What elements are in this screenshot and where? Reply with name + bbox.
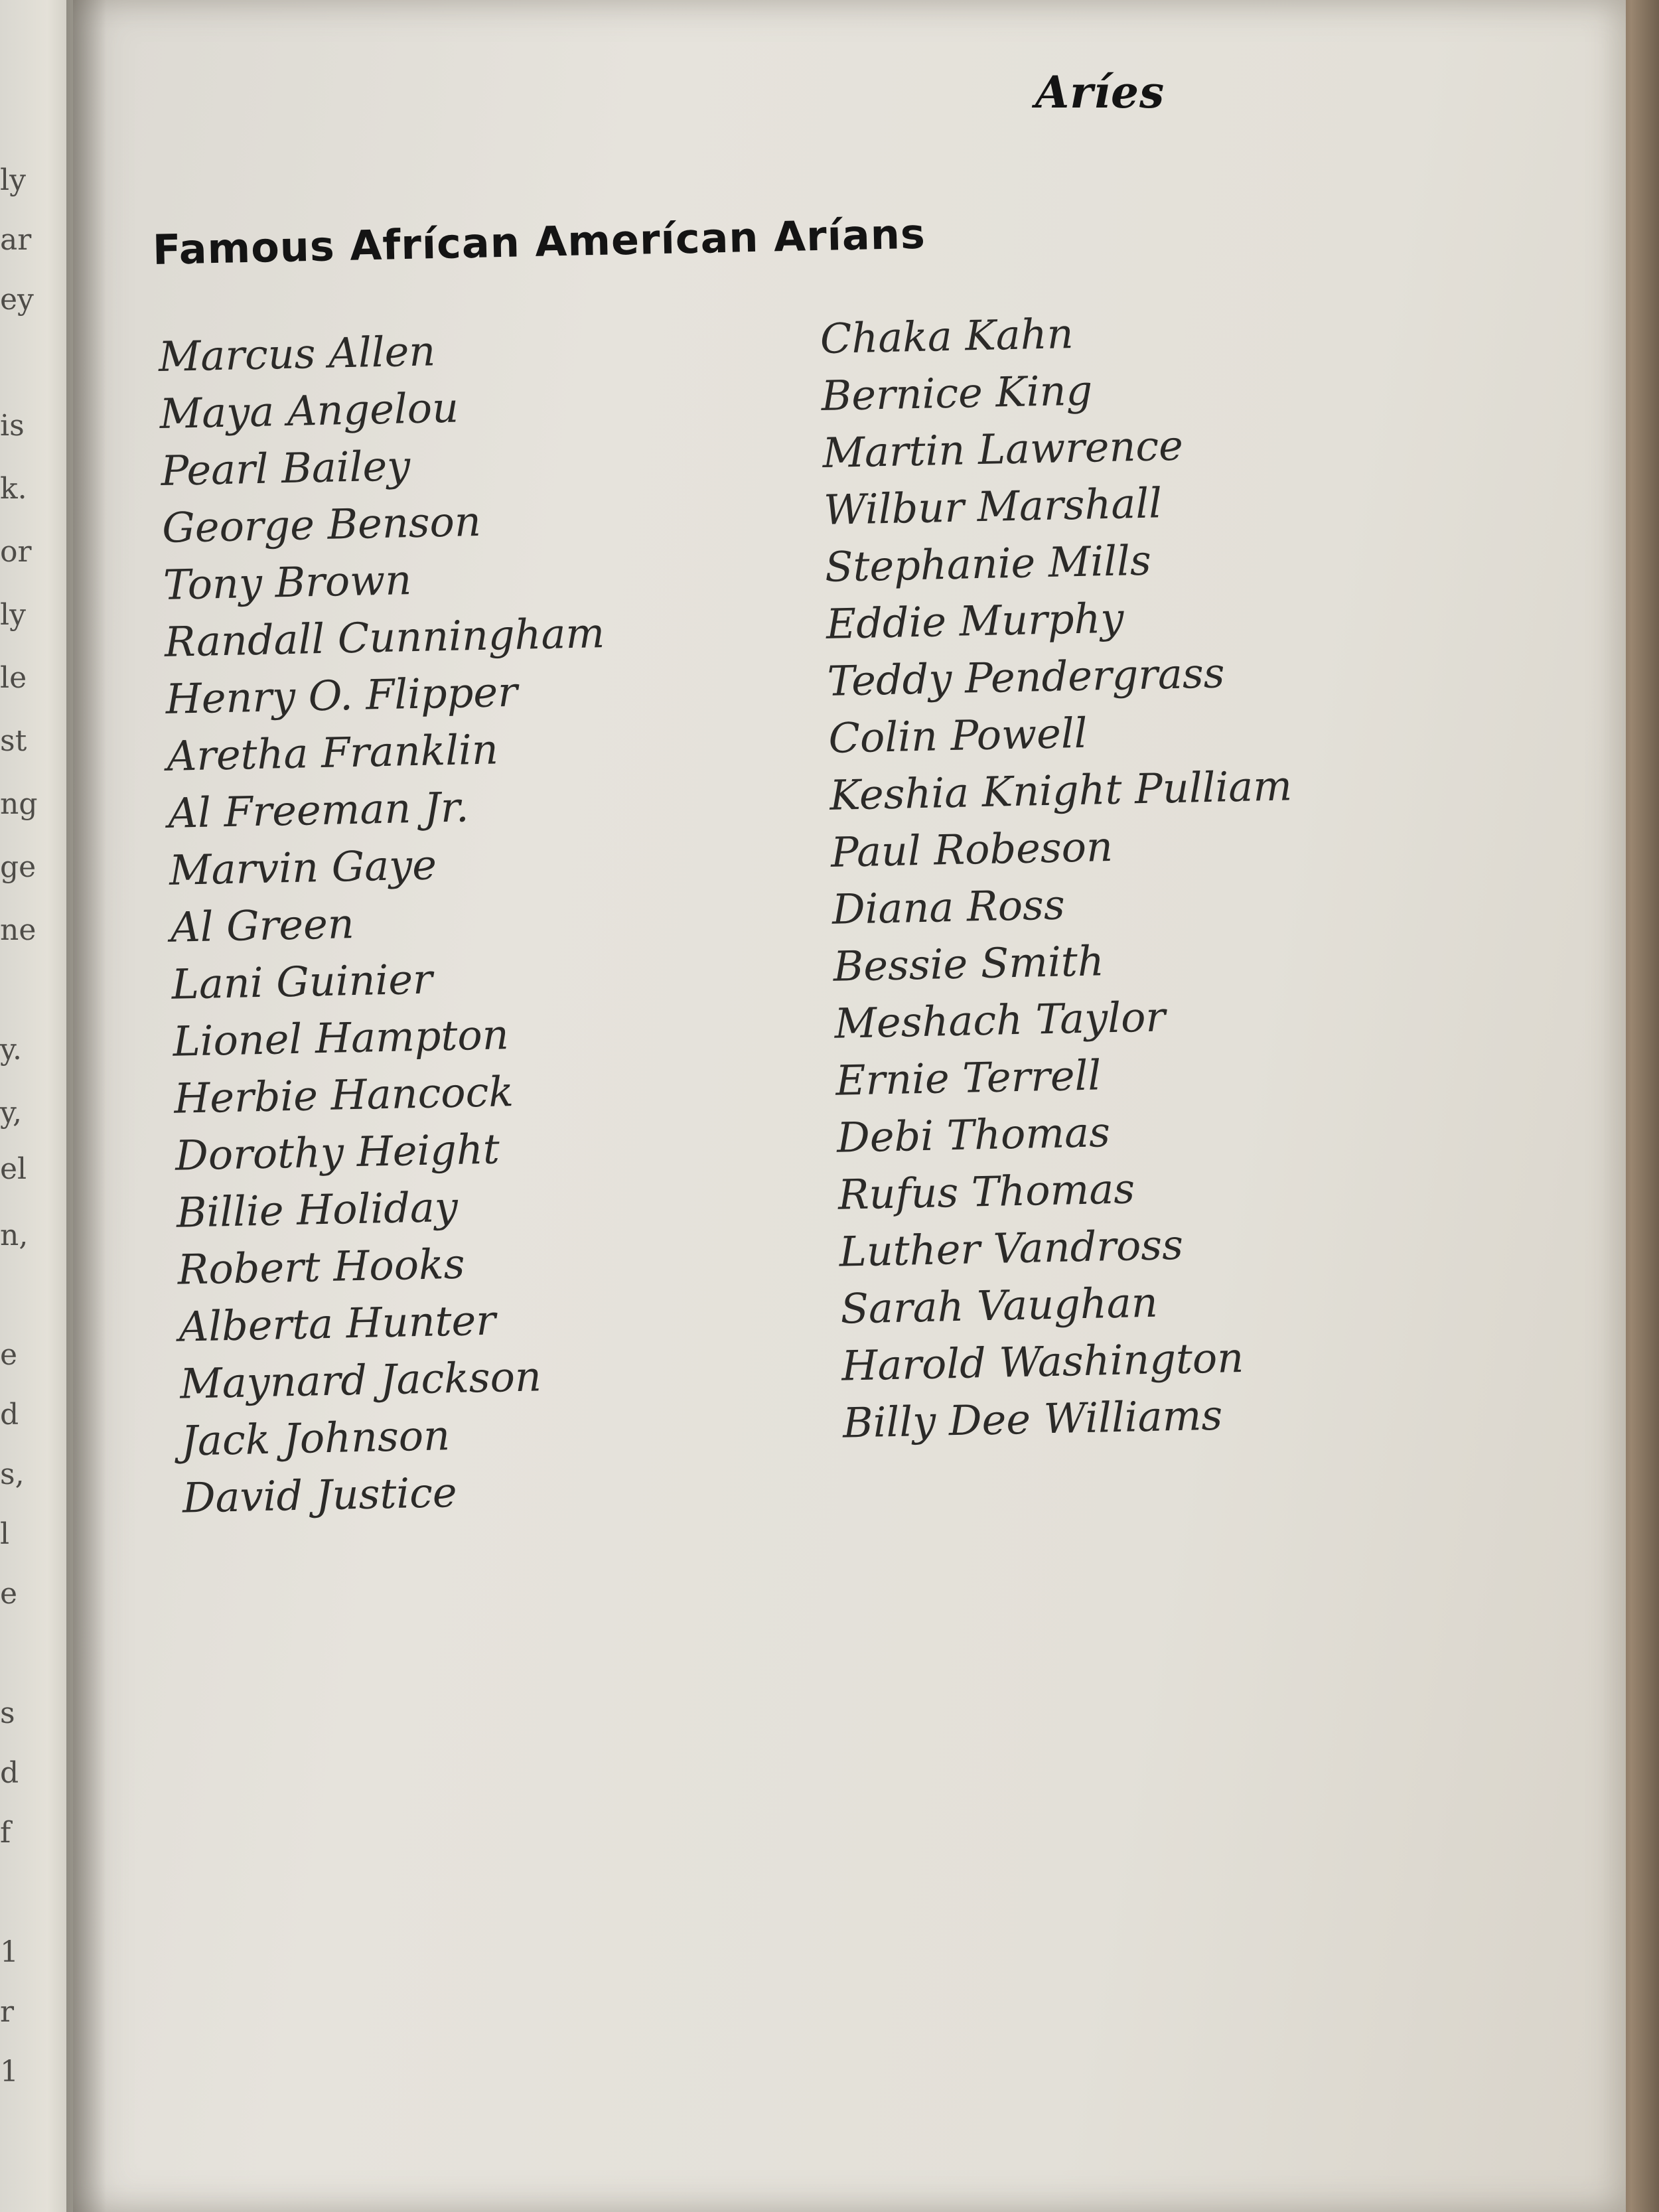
list-item: Tony Brown xyxy=(163,555,412,609)
section-title xyxy=(152,210,926,274)
list-item: Dorothy Height xyxy=(175,1124,500,1180)
facing-page-fragment: ar xyxy=(0,223,32,257)
facing-page-fragment: ng xyxy=(0,787,38,821)
facing-page-fragment: y. xyxy=(0,1033,22,1067)
list-item: Martin Lawrence xyxy=(822,421,1184,477)
facing-page-fragment: 1 xyxy=(0,2055,19,2089)
list-item: Jack Johnson xyxy=(180,1411,451,1465)
section-title-suffix: s xyxy=(900,209,926,259)
facing-page-fragment: n, xyxy=(0,1218,29,1252)
running-head: Aríes xyxy=(1035,66,1165,118)
list-item: Stephanie Mills xyxy=(824,536,1152,591)
list-item: Alberta Hunter xyxy=(178,1295,496,1351)
facing-page-fragment: ey xyxy=(0,283,34,317)
list-item: George Benson xyxy=(161,496,482,552)
list-item: Lani Guinier xyxy=(171,954,433,1009)
list-item: Maynard Jackson xyxy=(179,1352,542,1408)
list-item: Colin Powell xyxy=(828,708,1088,763)
list-item: Teddy Pendergrass xyxy=(826,648,1226,705)
list-item: Keshia Knight Pulliam xyxy=(829,761,1293,820)
list-item: Herbie Hancock xyxy=(173,1067,514,1123)
list-item: Paul Robeson xyxy=(830,822,1114,877)
facing-page-fragment: ge xyxy=(0,850,36,884)
list-item: Lionel Hampton xyxy=(172,1010,510,1066)
list-item: Harold Washington xyxy=(841,1333,1244,1390)
list-item: Pearl Bailey xyxy=(160,441,411,495)
list-item: Bernice King xyxy=(820,366,1093,420)
facing-page-fragment: s xyxy=(0,1696,15,1730)
facing-page-fragment: ly xyxy=(0,598,26,632)
section-title-text: Famous Afrícan Amerícan Arían xyxy=(152,210,901,274)
list-item: Billie Holiday xyxy=(176,1182,459,1237)
facing-page-fragment: 1 xyxy=(0,1935,19,1969)
list-item: Robert Hooks xyxy=(177,1239,466,1294)
list-item: Diana Ross xyxy=(831,880,1066,934)
list-item: Ernie Terrell xyxy=(835,1051,1102,1105)
facing-page-fragment: y, xyxy=(0,1096,22,1130)
list-item: David Justice xyxy=(182,1467,458,1522)
facing-page-fragment: le xyxy=(0,661,27,695)
facing-page-fragment: e xyxy=(0,1338,18,1372)
facing-page-fragment: l xyxy=(0,1517,10,1551)
list-item: Luther Vandross xyxy=(838,1220,1184,1276)
facing-page-fragment: is xyxy=(0,409,25,443)
list-item: Meshach Taylor xyxy=(833,992,1166,1048)
facing-page-fragment: e xyxy=(0,1577,18,1611)
facing-page-fragment: d xyxy=(0,1756,19,1790)
facing-page-fragment: d xyxy=(0,1398,19,1432)
list-item: Sarah Vaughan xyxy=(839,1278,1159,1333)
list-item: Bessie Smith xyxy=(832,936,1105,991)
list-item: Marcus Allen xyxy=(158,327,436,381)
list-item: Aretha Franklin xyxy=(166,725,499,780)
facing-page-fragment: ly xyxy=(0,163,26,197)
list-item: Al Green xyxy=(170,899,355,952)
facing-page-fragment: s, xyxy=(0,1457,25,1491)
facing-page-fragment: r xyxy=(0,1995,15,2029)
list-item: Maya Angelou xyxy=(159,383,459,438)
list-item: Henry O. Flipper xyxy=(165,667,518,723)
facing-page-fragment: k. xyxy=(0,472,27,506)
list-item: Al Freeman Jr. xyxy=(167,782,470,838)
list-item: Marvin Gaye xyxy=(169,840,437,895)
facing-page-fragment: f xyxy=(0,1816,11,1850)
list-item: Chaka Kahn xyxy=(820,309,1074,363)
book-page xyxy=(73,0,1626,2212)
list-item: Rufus Thomas xyxy=(837,1164,1135,1219)
names-column-right xyxy=(820,301,1306,1451)
list-item: Billy Dee Williams xyxy=(842,1390,1223,1447)
facing-page-fragment: el xyxy=(0,1152,27,1186)
names-column-left xyxy=(158,319,623,1526)
list-item: Debi Thomas xyxy=(836,1108,1111,1162)
list-item: Eddie Murphy xyxy=(826,593,1125,648)
list-item: Wilbur Marshall xyxy=(823,479,1163,534)
list-item: Randall Cunningham xyxy=(164,609,605,666)
page-gutter-shadow xyxy=(66,0,106,2212)
facing-page-fragment: st xyxy=(0,724,27,758)
facing-page-fragment: ne xyxy=(0,913,36,947)
facing-page-fragment: or xyxy=(0,535,32,569)
